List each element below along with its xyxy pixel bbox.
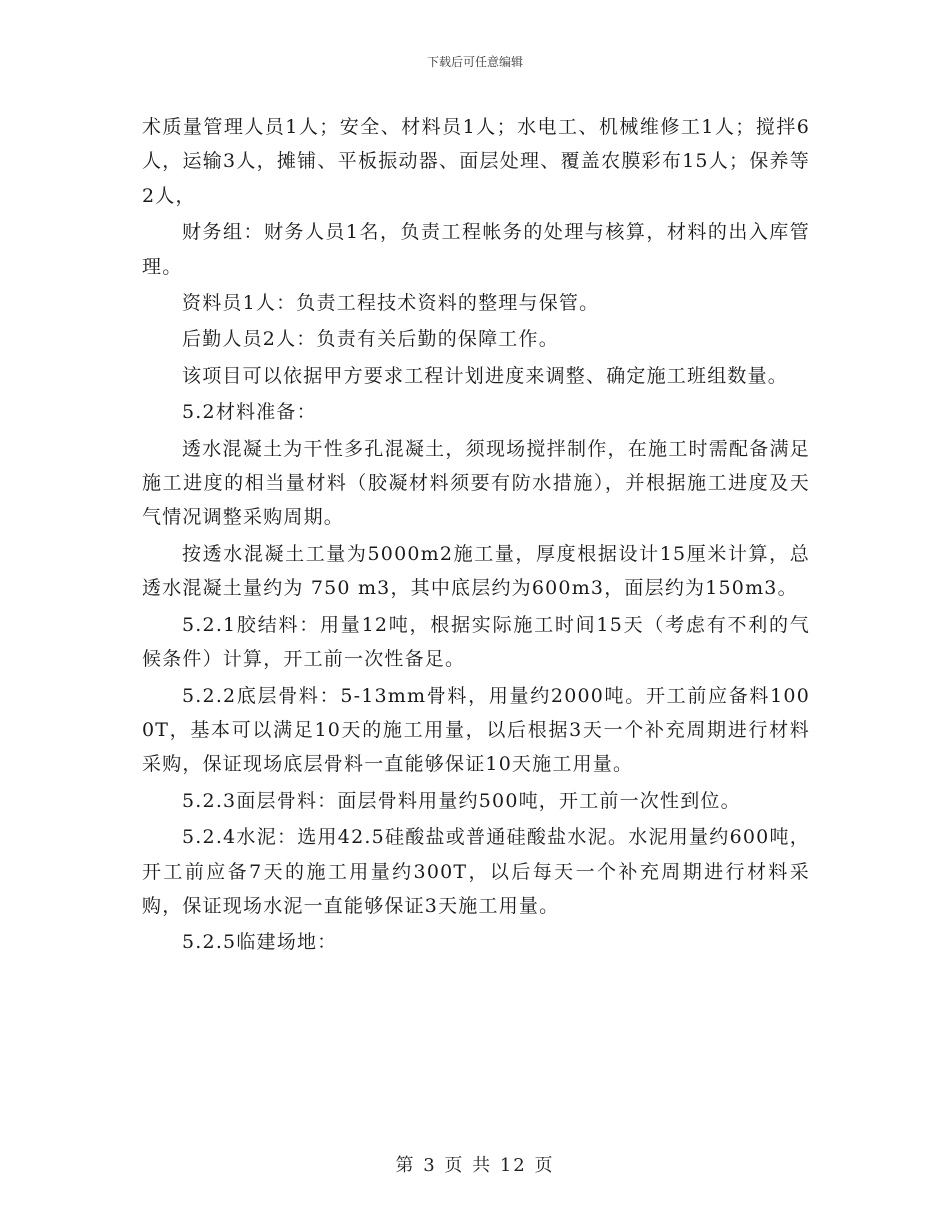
page-header: 下载后可任意编辑 — [426, 55, 523, 69]
document-body — [142, 110, 810, 962]
paragraph-document-clerk: 资料员1人：负责工程技术资料的整理与保管。 — [182, 292, 600, 315]
paragraph-logistics-staff: 后勤人员2人：负责有关后勤的保障工作。 — [182, 328, 559, 351]
page-footer: 第 3 页 共 12 页 — [395, 1155, 555, 1176]
paragraph-quantity-estimate: 按透水混凝土工量为5000m2施工量，厚度根据设计15厘米计算，总透水混凝土量约为 750 m3，其中底层约为600m3，面层约为150m3。 — [142, 542, 810, 600]
paragraph-staff-list: 术质量管理人员1人；安全、材料员1人；水电工、机械维修工1人；搅拌6人，运输3人，摊铺、平板振动器、面层处理、覆盖农膜彩布15人；保养等2人， — [142, 116, 810, 207]
paragraph-binder: 5.2.1胶结料：用量12吨，根据实际施工时间15天（考虑有不利的气候条件）计算，开工前一次性备足。 — [142, 613, 810, 671]
paragraph-permeable-concrete: 透水混凝土为干性多孔混凝土，须现场搅拌制作，在施工时需配备满足施工进度的相当量材料（胶凝材料须要有防水措施），并根据施工进度及天气情况调整采购周期。 — [142, 437, 810, 529]
paragraph-team-adjustment: 该项目可以依据甲方要求工程计划进度来调整、确定施工班组数量。 — [182, 364, 789, 387]
paragraph-surface-aggregate: 5.2.3面层骨料：面层骨料用量约500吨，开工前一次性到位。 — [182, 789, 741, 812]
paragraph-base-aggregate: 5.2.2底层骨料：5-13mm骨料，用量约2000吨。开工前应备料1000T，基本可以满足10天的施工用量，以后根据3天一个补充周期进行材料采购，保证现场底层骨料一直能够保证10天施工用量。 — [142, 684, 810, 776]
paragraph-finance-group: 财务组：财务人员1名，负责工程帐务的处理与核算，材料的出入库管理。 — [142, 221, 810, 278]
section-heading-material-prep: 5.2材料准备： — [182, 401, 317, 424]
paragraph-cement: 5.2.4水泥：选用42.5硅酸盐或普通硅酸盐水泥。水泥用量约600吨，开工前应备7天的施工用量约300T，以后每天一个补充周期进行材料采购，保证现场水泥一直能够保证3天施工用量。 — [142, 826, 810, 917]
section-heading-temporary-site: 5.2.5临建场地： — [182, 931, 338, 954]
